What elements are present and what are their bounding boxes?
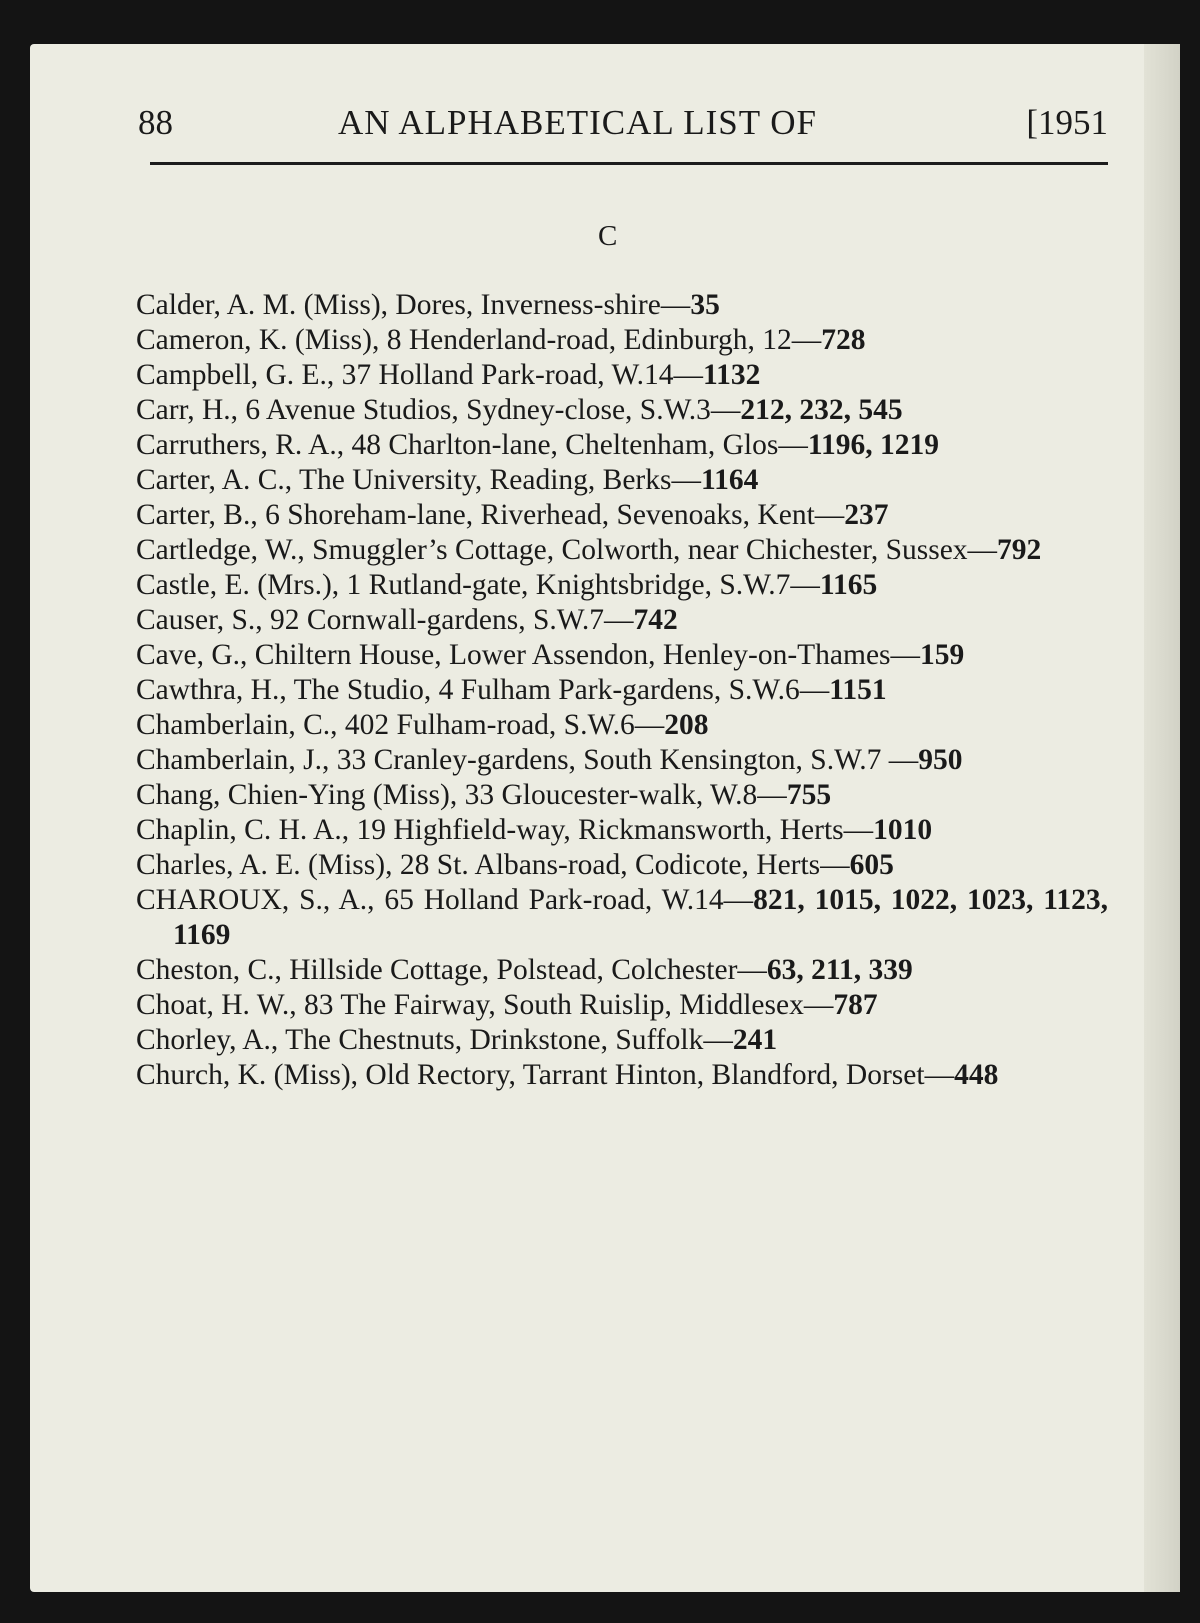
entry-text: Campbell, G. E., 37 Holland Park-road, W.14— [136, 359, 703, 391]
entry [136, 568, 1108, 603]
entry [136, 743, 1108, 778]
entry [136, 953, 1108, 988]
entry-text: Cameron, K. (Miss), 8 Henderland-road, Edinburgh, 12— [136, 324, 822, 356]
entry-numbers: 1165 [819, 569, 878, 601]
entry-numbers: 1196, 1219 [807, 429, 939, 461]
entry-text: Carter, A. C., The University, Reading, Berks— [136, 464, 701, 496]
entry [136, 533, 1108, 568]
entry-text: Carr, H., 6 Avenue Studios, Sydney-close, S.W.3— [136, 394, 741, 426]
entry-numbers: 792 [997, 534, 1042, 566]
entry [136, 498, 1108, 533]
entry-numbers: 728 [821, 324, 866, 356]
entry [136, 1023, 1108, 1058]
running-title: AN ALPHABETICAL LIST OF [338, 103, 817, 142]
entry-text: Cave, G., Chiltern House, Lower Assendon, Henley-on-Thames— [136, 639, 921, 671]
entry [136, 428, 1108, 463]
entry-numbers: 821, 1015, 1022, 1023, 1123, 1169 [173, 884, 1108, 951]
entry-text: Charles, A. E. (Miss), 28 St. Albans-road, Codicote, Herts— [136, 849, 850, 881]
entry-numbers: 787 [833, 989, 878, 1021]
entry-numbers: 1010 [873, 814, 933, 846]
entry-numbers: 212, 232, 545 [740, 394, 903, 426]
entry-text: Carter, B., 6 Shoreham-lane, Riverhead, Sevenoaks, Kent— [136, 499, 845, 531]
running-year: [1951 [1026, 103, 1108, 142]
entry-numbers: 237 [844, 499, 889, 531]
entry-numbers: 950 [918, 744, 963, 776]
entry-text: Cheston, C., Hillside Cottage, Polstead, Colchester— [136, 954, 767, 986]
entry [136, 848, 1108, 883]
entry [136, 463, 1108, 498]
entry-numbers: 755 [786, 779, 832, 811]
entry-numbers: 448 [954, 1059, 999, 1091]
entry-numbers: 241 [732, 1024, 778, 1056]
entry-text: Chamberlain, C., 402 Fulham-road, S.W.6— [136, 709, 665, 741]
entry [136, 638, 1108, 673]
entry [136, 778, 1108, 813]
running-header [138, 103, 1108, 153]
entry-numbers: 1132 [702, 359, 761, 391]
entry [136, 323, 1108, 358]
entry [136, 393, 1108, 428]
entry-numbers: 1151 [829, 674, 887, 706]
entry-text: Cawthra, H., The Studio, 4 Fulham Park-gardens, S.W.6— [136, 674, 830, 706]
entry-text: Calder, A. M. (Miss), Dores, Inverness-shire— [136, 289, 691, 321]
entry [136, 358, 1108, 393]
header-rule [150, 162, 1108, 165]
entry [136, 708, 1108, 743]
entry [136, 988, 1108, 1023]
page-number: 88 [138, 103, 173, 142]
entry-text: Carruthers, R. A., 48 Charlton-lane, Cheltenham, Glos— [136, 429, 808, 461]
entry [136, 813, 1108, 848]
entry [136, 603, 1108, 638]
page-edge-shadow [1144, 44, 1180, 1592]
entry-numbers: 742 [633, 604, 678, 636]
entry-text: Chorley, A., The Chestnuts, Drinkstone, Suffolk— [136, 1024, 733, 1056]
entry-text: Church, K. (Miss), Old Rectory, Tarrant Hinton, Blandford, Dorset— [136, 1059, 955, 1091]
entry [136, 288, 1108, 323]
entry-text: Chamberlain, J., 33 Cranley-gardens, South Kensington, S.W.7 — [136, 744, 919, 776]
entry-numbers: 208 [664, 709, 709, 741]
entry-numbers: 159 [920, 639, 965, 671]
entry-text: Chaplin, C. H. A., 19 Highfield-way, Rickmansworth, Herts— [136, 814, 874, 846]
entry [136, 1058, 1108, 1093]
entry-numbers: 63, 211, 339 [766, 954, 913, 986]
entry-text: Cartledge, W., Smuggler’s Cottage, Colworth, near Chichester, Sussex— [136, 534, 998, 566]
entry-text: CHAROUX, S., A., 65 Holland Park-road, W.14— [136, 884, 754, 916]
entry-text: Causer, S., 92 Cornwall-gardens, S.W.7— [136, 604, 634, 636]
entry-numbers: 605 [849, 849, 894, 881]
entry-numbers: 35 [690, 289, 720, 321]
entry-text: Castle, E. (Mrs.), 1 Rutland-gate, Knightsbridge, S.W.7— [136, 569, 820, 601]
entry-text: Choat, H. W., 83 The Fairway, South Ruislip, Middlesex— [136, 989, 834, 1021]
entry-list [136, 288, 1108, 1093]
section-letter: C [598, 220, 618, 252]
entry-text: Chang, Chien-Ying (Miss), 33 Gloucester-walk, W.8— [136, 779, 787, 811]
entry [136, 673, 1108, 708]
entry-numbers: 1164 [700, 464, 759, 496]
entry [136, 883, 1108, 953]
